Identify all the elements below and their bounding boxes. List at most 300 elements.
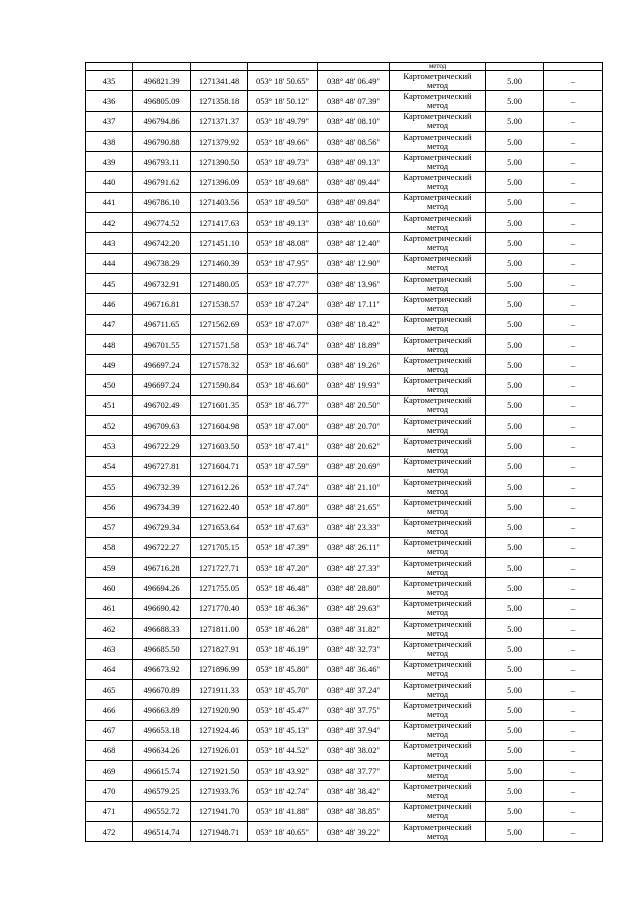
method-line-2: метод <box>426 363 449 374</box>
longitude-cell: 038° 48' 13.96" <box>318 273 390 293</box>
y-coordinate-cell: 1271604.98 <box>191 416 248 436</box>
dash-cell: – <box>544 517 603 537</box>
y-coordinate-cell: 1271358.18 <box>191 91 248 111</box>
method-line-1: Картометрический <box>403 293 472 304</box>
accuracy-cell: 5.00 <box>486 801 544 821</box>
y-coordinate-cell: 1271379.92 <box>191 131 248 151</box>
table-row <box>86 720 603 740</box>
dash-cell: – <box>544 476 603 496</box>
latitude-cell: 053° 18' 44.52" <box>248 740 318 760</box>
point-number-cell: 438 <box>86 131 133 151</box>
method-cell <box>390 456 486 476</box>
y-coordinate-cell: 1271417.63 <box>191 213 248 233</box>
accuracy-cell: 5.00 <box>486 416 544 436</box>
point-number-cell: 458 <box>86 537 133 557</box>
method-line-2: метод <box>426 810 449 821</box>
x-coordinate-cell: 496690.42 <box>133 598 191 618</box>
point-number-cell: 449 <box>86 355 133 375</box>
table-row <box>86 821 603 841</box>
table-row <box>86 456 603 476</box>
latitude-cell: 053° 18' 47.24" <box>248 294 318 314</box>
coordinates-table <box>85 62 603 842</box>
dash-cell: – <box>544 233 603 253</box>
method-line-2: метод <box>426 526 449 537</box>
method-line-2: метод <box>426 302 449 313</box>
method-line-1: Картометрический <box>403 456 472 467</box>
y-coordinate-cell: 1271933.76 <box>191 781 248 801</box>
longitude-cell: 038° 48' 38.42" <box>318 781 390 801</box>
method-line-1: Картометрический <box>403 801 472 812</box>
method-line-1: Картометрический <box>403 395 472 406</box>
table-row <box>86 375 603 395</box>
dash-cell: – <box>544 314 603 334</box>
point-number-cell: 441 <box>86 192 133 212</box>
method-line-2: метод <box>426 323 449 334</box>
table-row <box>86 761 603 781</box>
x-coordinate-cell: 496805.09 <box>133 91 191 111</box>
longitude-cell: 038° 48' 32.73" <box>318 639 390 659</box>
x-coordinate-cell: 496634.26 <box>133 740 191 760</box>
point-number-cell: 436 <box>86 91 133 111</box>
table-row <box>86 334 603 354</box>
longitude-cell: 038° 48' 06.49" <box>318 71 390 91</box>
cell-empty <box>248 63 318 71</box>
method-line-1: Картометрический <box>403 192 472 203</box>
accuracy-cell: 5.00 <box>486 517 544 537</box>
point-number-cell: 455 <box>86 476 133 496</box>
point-number-cell: 459 <box>86 558 133 578</box>
accuracy-cell: 5.00 <box>486 152 544 172</box>
latitude-cell: 053° 18' 47.63" <box>248 517 318 537</box>
dash-cell: – <box>544 456 603 476</box>
method-cell <box>390 253 486 273</box>
longitude-cell: 038° 48' 37.94" <box>318 720 390 740</box>
table-row <box>86 659 603 679</box>
accuracy-cell: 5.00 <box>486 740 544 760</box>
table-row <box>86 679 603 699</box>
point-number-cell: 451 <box>86 395 133 415</box>
longitude-cell: 038° 48' 19.26" <box>318 355 390 375</box>
latitude-cell: 053° 18' 46.19" <box>248 639 318 659</box>
method-line-1: Картометрический <box>403 517 472 528</box>
x-coordinate-cell: 496716.28 <box>133 558 191 578</box>
cell-empty <box>86 63 133 71</box>
method-cell <box>390 355 486 375</box>
point-number-cell: 450 <box>86 375 133 395</box>
longitude-cell: 038° 48' 29.63" <box>318 598 390 618</box>
dash-cell: – <box>544 436 603 456</box>
latitude-cell: 053° 18' 41.88" <box>248 801 318 821</box>
method-line-2: метод <box>426 749 449 760</box>
x-coordinate-cell: 496732.39 <box>133 476 191 496</box>
dash-cell: – <box>544 598 603 618</box>
longitude-cell: 038° 48' 18.89" <box>318 334 390 354</box>
point-number-cell: 442 <box>86 213 133 233</box>
method-line-2: метод <box>426 830 449 841</box>
point-number-cell: 444 <box>86 253 133 273</box>
method-cell <box>390 740 486 760</box>
table-row <box>86 416 603 436</box>
y-coordinate-cell: 1271926.01 <box>191 740 248 760</box>
method-line-2: метод <box>426 79 449 90</box>
x-coordinate-cell: 496688.33 <box>133 619 191 639</box>
method-line-2: метод <box>426 384 449 395</box>
method-cell <box>390 192 486 212</box>
latitude-cell: 053° 18' 46.60" <box>248 375 318 395</box>
table-row <box>86 192 603 212</box>
method-line-2: метод <box>426 201 449 212</box>
latitude-cell: 053° 18' 48.08" <box>248 233 318 253</box>
method-line-1: Картометрический <box>403 354 472 365</box>
y-coordinate-cell: 1271811.00 <box>191 619 248 639</box>
point-number-cell: 456 <box>86 497 133 517</box>
latitude-cell: 053° 18' 47.07" <box>248 314 318 334</box>
method-line-2: метод <box>426 343 449 354</box>
point-number-cell: 452 <box>86 416 133 436</box>
latitude-cell: 053° 18' 45.80" <box>248 659 318 679</box>
table-row <box>86 233 603 253</box>
x-coordinate-cell: 496732.91 <box>133 273 191 293</box>
accuracy-cell: 5.00 <box>486 294 544 314</box>
dash-cell: – <box>544 71 603 91</box>
dash-cell: – <box>544 740 603 760</box>
method-line-2: метод <box>426 647 449 658</box>
dash-cell: – <box>544 578 603 598</box>
x-coordinate-cell: 496774.52 <box>133 213 191 233</box>
y-coordinate-cell: 1271941.70 <box>191 801 248 821</box>
longitude-cell: 038° 48' 07.39" <box>318 91 390 111</box>
x-coordinate-cell: 496701.55 <box>133 334 191 354</box>
accuracy-cell: 5.00 <box>486 700 544 720</box>
longitude-cell: 038° 48' 37.77" <box>318 761 390 781</box>
method-line-2: метод <box>426 181 449 192</box>
method-line-2: метод <box>426 729 449 740</box>
method-cell <box>390 700 486 720</box>
dash-cell: – <box>544 416 603 436</box>
method-cell <box>390 294 486 314</box>
y-coordinate-cell: 1271705.15 <box>191 537 248 557</box>
table-row <box>86 558 603 578</box>
method-line-1: Картометрический <box>403 598 472 609</box>
latitude-cell: 053° 18' 46.28" <box>248 619 318 639</box>
x-coordinate-cell: 496702.49 <box>133 395 191 415</box>
method-line-1: Картометрический <box>403 699 472 710</box>
table-row <box>86 619 603 639</box>
table-row <box>86 781 603 801</box>
method-cell <box>390 720 486 740</box>
longitude-cell: 038° 48' 09.13" <box>318 152 390 172</box>
point-number-cell: 440 <box>86 172 133 192</box>
x-coordinate-cell: 496673.92 <box>133 659 191 679</box>
y-coordinate-cell: 1271612.26 <box>191 476 248 496</box>
cell-empty <box>318 63 390 71</box>
method-line-2: метод <box>426 546 449 557</box>
method-cell <box>390 111 486 131</box>
table-row <box>86 91 603 111</box>
method-cell <box>390 476 486 496</box>
table-row <box>86 801 603 821</box>
method-line-2: метод <box>426 282 449 293</box>
method-cell <box>390 91 486 111</box>
longitude-cell: 038° 48' 37.24" <box>318 679 390 699</box>
table-row <box>86 537 603 557</box>
longitude-cell: 038° 48' 08.10" <box>318 111 390 131</box>
accuracy-cell: 5.00 <box>486 71 544 91</box>
dash-cell: – <box>544 152 603 172</box>
x-coordinate-cell: 496552.72 <box>133 801 191 821</box>
table-row <box>86 172 603 192</box>
table-row <box>86 740 603 760</box>
cell-method-continuation: метод <box>390 63 486 71</box>
method-line-2: метод <box>426 221 449 232</box>
cell-empty <box>544 63 603 71</box>
dash-cell: – <box>544 294 603 314</box>
dash-cell: – <box>544 679 603 699</box>
y-coordinate-cell: 1271911.33 <box>191 679 248 699</box>
method-line-1: Картометрический <box>403 618 472 629</box>
y-coordinate-cell: 1271827.91 <box>191 639 248 659</box>
longitude-cell: 038° 48' 09.44" <box>318 172 390 192</box>
method-line-1: Картометрический <box>403 253 472 264</box>
accuracy-cell: 5.00 <box>486 91 544 111</box>
method-line-1: Картометрический <box>403 131 472 142</box>
x-coordinate-cell: 496821.39 <box>133 71 191 91</box>
accuracy-cell: 5.00 <box>486 781 544 801</box>
latitude-cell: 053° 18' 50.12" <box>248 91 318 111</box>
dash-cell: – <box>544 91 603 111</box>
method-cell <box>390 578 486 598</box>
longitude-cell: 038° 48' 38.02" <box>318 740 390 760</box>
method-cell <box>390 761 486 781</box>
longitude-cell: 038° 48' 26.11" <box>318 537 390 557</box>
dash-cell: – <box>544 253 603 273</box>
point-number-cell: 467 <box>86 720 133 740</box>
latitude-cell: 053° 18' 47.95" <box>248 253 318 273</box>
accuracy-cell: 5.00 <box>486 436 544 456</box>
accuracy-cell: 5.00 <box>486 497 544 517</box>
y-coordinate-cell: 1271920.90 <box>191 700 248 720</box>
accuracy-cell: 5.00 <box>486 578 544 598</box>
method-line-2: метод <box>426 566 449 577</box>
x-coordinate-cell: 496738.29 <box>133 253 191 273</box>
point-number-cell: 439 <box>86 152 133 172</box>
latitude-cell: 053° 18' 46.77" <box>248 395 318 415</box>
x-coordinate-cell: 496734.39 <box>133 497 191 517</box>
y-coordinate-cell: 1271571.58 <box>191 334 248 354</box>
method-cell <box>390 416 486 436</box>
method-line-1: Картометрический <box>403 435 472 446</box>
accuracy-cell: 5.00 <box>486 619 544 639</box>
accuracy-cell: 5.00 <box>486 395 544 415</box>
y-coordinate-cell: 1271603.50 <box>191 436 248 456</box>
method-line-1: Картометрический <box>403 111 472 122</box>
dash-cell: – <box>544 821 603 841</box>
table-row <box>86 253 603 273</box>
dash-cell: – <box>544 334 603 354</box>
method-cell <box>390 273 486 293</box>
dash-cell: – <box>544 558 603 578</box>
dash-cell: – <box>544 395 603 415</box>
method-line-1: Картометрический <box>403 314 472 325</box>
method-line-2: метод <box>426 242 449 253</box>
latitude-cell: 053° 18' 47.59" <box>248 456 318 476</box>
x-coordinate-cell: 496697.24 <box>133 355 191 375</box>
latitude-cell: 053° 18' 47.20" <box>248 558 318 578</box>
y-coordinate-cell: 1271601.35 <box>191 395 248 415</box>
method-cell <box>390 334 486 354</box>
y-coordinate-cell: 1271924.46 <box>191 720 248 740</box>
point-number-cell: 443 <box>86 233 133 253</box>
y-coordinate-cell: 1271341.48 <box>191 71 248 91</box>
dash-cell: – <box>544 213 603 233</box>
table-row <box>86 639 603 659</box>
method-cell <box>390 517 486 537</box>
latitude-cell: 053° 18' 45.47" <box>248 700 318 720</box>
x-coordinate-cell: 496793.11 <box>133 152 191 172</box>
x-coordinate-cell: 496790.88 <box>133 131 191 151</box>
point-number-cell: 445 <box>86 273 133 293</box>
point-number-cell: 471 <box>86 801 133 821</box>
method-cell <box>390 679 486 699</box>
x-coordinate-cell: 496697.24 <box>133 375 191 395</box>
accuracy-cell: 5.00 <box>486 233 544 253</box>
y-coordinate-cell: 1271396.09 <box>191 172 248 192</box>
method-line-2: метод <box>426 708 449 719</box>
method-cell <box>390 619 486 639</box>
y-coordinate-cell: 1271460.39 <box>191 253 248 273</box>
table-row <box>86 273 603 293</box>
table-row <box>86 598 603 618</box>
method-line-2: метод <box>426 444 449 455</box>
cell-empty <box>191 63 248 71</box>
method-line-1: Картометрический <box>403 70 472 81</box>
longitude-cell: 038° 48' 21.10" <box>318 476 390 496</box>
latitude-cell: 053° 18' 49.68" <box>248 172 318 192</box>
longitude-cell: 038° 48' 09.84" <box>318 192 390 212</box>
dash-cell: – <box>544 720 603 740</box>
latitude-cell: 053° 18' 47.77" <box>248 273 318 293</box>
y-coordinate-cell: 1271480.05 <box>191 273 248 293</box>
method-line-1: Картометрический <box>403 781 472 792</box>
method-line-1: Картометрический <box>403 334 472 345</box>
method-cell <box>390 71 486 91</box>
accuracy-cell: 5.00 <box>486 761 544 781</box>
method-cell <box>390 152 486 172</box>
method-line-2: метод <box>426 485 449 496</box>
method-line-2: метод <box>426 607 449 618</box>
dash-cell: – <box>544 781 603 801</box>
method-cell <box>390 558 486 578</box>
accuracy-cell: 5.00 <box>486 375 544 395</box>
method-cell <box>390 781 486 801</box>
method-line-1: Картометрический <box>403 476 472 487</box>
point-number-cell: 446 <box>86 294 133 314</box>
y-coordinate-cell: 1271948.71 <box>191 821 248 841</box>
point-number-cell: 457 <box>86 517 133 537</box>
y-coordinate-cell: 1271896.99 <box>191 659 248 679</box>
longitude-cell: 038° 48' 21.65" <box>318 497 390 517</box>
latitude-cell: 053° 18' 45.70" <box>248 679 318 699</box>
method-line-1: Картометрический <box>403 679 472 690</box>
table-row <box>86 395 603 415</box>
method-cell <box>390 436 486 456</box>
continuation-row <box>86 63 603 71</box>
table-row <box>86 131 603 151</box>
latitude-cell: 053° 18' 46.60" <box>248 355 318 375</box>
method-line-1: Картометрический <box>403 578 472 589</box>
longitude-cell: 038° 48' 31.82" <box>318 619 390 639</box>
accuracy-cell: 5.00 <box>486 355 544 375</box>
table-row <box>86 700 603 720</box>
method-cell <box>390 172 486 192</box>
y-coordinate-cell: 1271921.50 <box>191 761 248 781</box>
x-coordinate-cell: 496685.50 <box>133 639 191 659</box>
accuracy-cell: 5.00 <box>486 172 544 192</box>
latitude-cell: 053° 18' 46.36" <box>248 598 318 618</box>
method-line-2: метод <box>426 99 449 110</box>
latitude-cell: 053° 18' 40.65" <box>248 821 318 841</box>
method-cell <box>390 497 486 517</box>
point-number-cell: 470 <box>86 781 133 801</box>
method-line-2: метод <box>426 587 449 598</box>
method-line-2: метод <box>426 404 449 415</box>
accuracy-cell: 5.00 <box>486 659 544 679</box>
point-number-cell: 453 <box>86 436 133 456</box>
dash-cell: – <box>544 801 603 821</box>
point-number-cell: 447 <box>86 314 133 334</box>
accuracy-cell: 5.00 <box>486 821 544 841</box>
method-cell <box>390 537 486 557</box>
accuracy-cell: 5.00 <box>486 456 544 476</box>
method-line-2: метод <box>426 505 449 516</box>
point-number-cell: 469 <box>86 761 133 781</box>
method-line-1: Картометрический <box>403 375 472 386</box>
method-line-2: метод <box>426 140 449 151</box>
table-row <box>86 294 603 314</box>
latitude-cell: 053° 18' 50.65" <box>248 71 318 91</box>
method-line-2: метод <box>426 160 449 171</box>
x-coordinate-cell: 496670.89 <box>133 679 191 699</box>
table-row <box>86 436 603 456</box>
dash-cell: – <box>544 111 603 131</box>
y-coordinate-cell: 1271590.84 <box>191 375 248 395</box>
x-coordinate-cell: 496709.63 <box>133 416 191 436</box>
method-line-2: метод <box>426 790 449 801</box>
dash-cell: – <box>544 700 603 720</box>
dash-cell: – <box>544 537 603 557</box>
dash-cell: – <box>544 273 603 293</box>
y-coordinate-cell: 1271622.40 <box>191 497 248 517</box>
x-coordinate-cell: 496514.74 <box>133 821 191 841</box>
latitude-cell: 053° 18' 45.13" <box>248 720 318 740</box>
x-coordinate-cell: 496794.86 <box>133 111 191 131</box>
dash-cell: – <box>544 761 603 781</box>
x-coordinate-cell: 496722.27 <box>133 537 191 557</box>
latitude-cell: 053° 18' 49.13" <box>248 213 318 233</box>
latitude-cell: 053° 18' 43.92" <box>248 761 318 781</box>
point-number-cell: 465 <box>86 679 133 699</box>
longitude-cell: 038° 48' 28.80" <box>318 578 390 598</box>
x-coordinate-cell: 496579.25 <box>133 781 191 801</box>
x-coordinate-cell: 496742.20 <box>133 233 191 253</box>
point-number-cell: 464 <box>86 659 133 679</box>
method-line-2: метод <box>426 424 449 435</box>
method-cell <box>390 375 486 395</box>
accuracy-cell: 5.00 <box>486 558 544 578</box>
accuracy-cell: 5.00 <box>486 334 544 354</box>
method-line-1: Картометрический <box>403 151 472 162</box>
longitude-cell: 038° 48' 19.93" <box>318 375 390 395</box>
